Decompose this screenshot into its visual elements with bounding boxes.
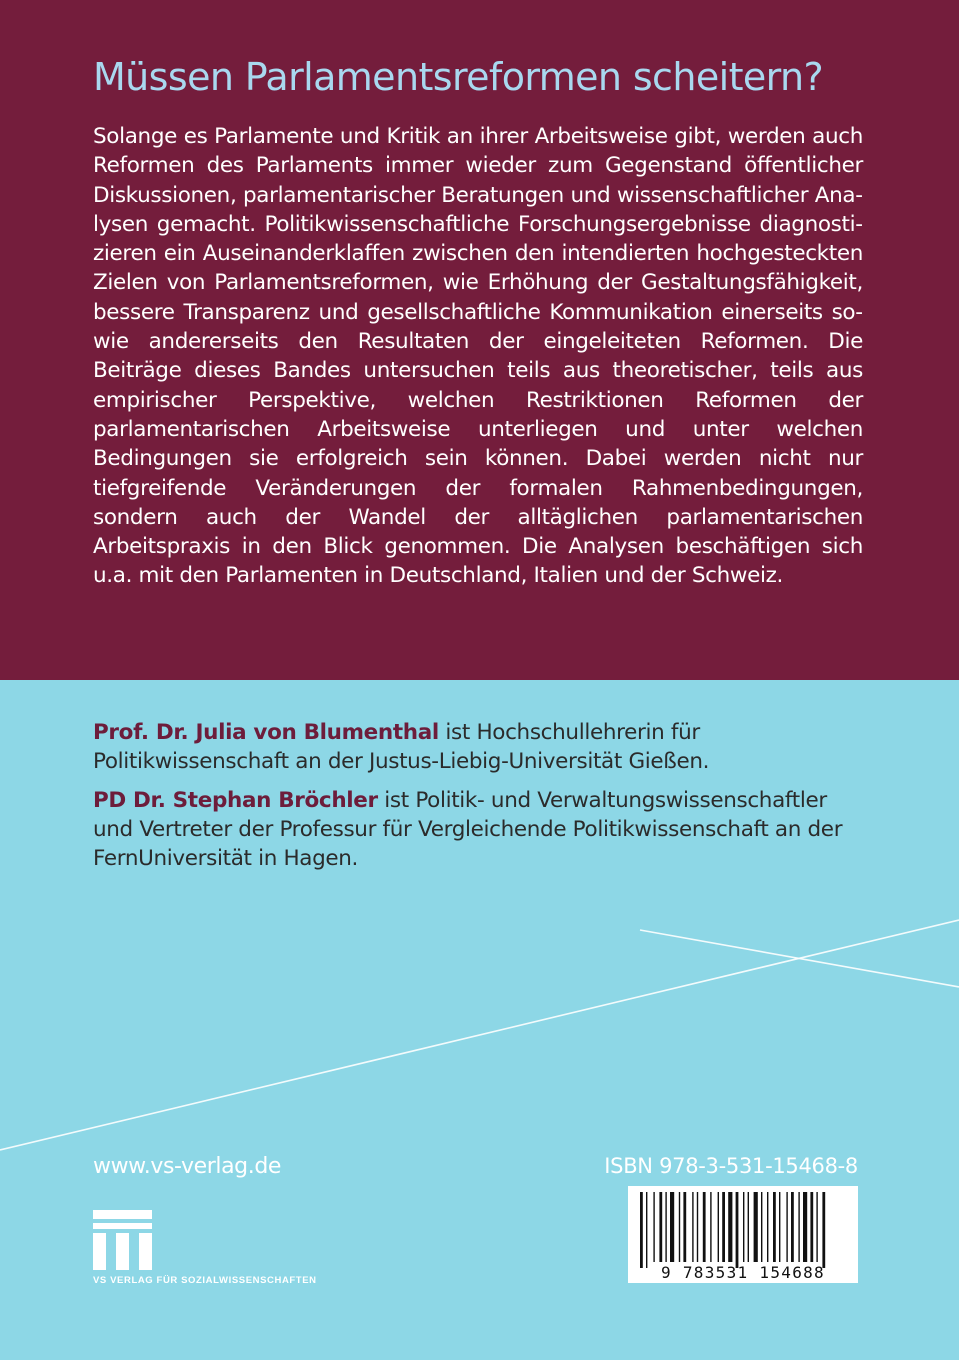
barcode-bar [810,1192,813,1262]
author-description: ist Politik- und Verwaltungswissenschaftler und Vertreter der Professur für Vergleichende Politikwissenschaft an der FernUniversität in Hagen. [93,787,843,872]
barcode-bar [803,1192,807,1262]
barcode-bar [816,1192,817,1262]
author-bio [93,786,863,874]
barcode-bar [754,1192,758,1262]
author-name: PD Dr. Stephan Bröchler [93,787,378,813]
author-description: ist Hochschullehrerin für Politikwissenschaft an der Justus-Liebig-Universität Gießen. [93,720,710,775]
barcode-bar [679,1192,680,1262]
author-bio [93,718,863,777]
barcode-bar [659,1192,662,1262]
barcode-bar [767,1192,768,1262]
barcode-bar [703,1192,706,1262]
barcode-bar [786,1192,787,1262]
author-bios [93,718,863,882]
barcode-bar [665,1192,666,1262]
barcode-bar [743,1192,744,1262]
barcode-bar [683,1192,686,1262]
isbn-label: ISBN 978-3-531-15468-8 [604,1154,858,1178]
barcode-bar [779,1192,780,1262]
barcode-bar [718,1192,719,1262]
barcode-bar [822,1192,825,1268]
barcode-bar [773,1192,776,1262]
barcode-bar [748,1192,749,1262]
barcode-bar [640,1192,643,1268]
barcode-bar [798,1192,799,1262]
book-blurb: Solange es Parlamente und Kritik an ihrer Arbeitsweise gibt, werden auch Reformen des Parlaments immer wieder zum Gegenstand öffentlicher Diskussionen, parlamentarischer Beratungen und wissenschaftlicher Analysen gemacht. Politikwissenschaftliche Forschungsergebnisse diagnostizieren ein Auseinanderklaffen zwischen den intendierten hochgesteckten Zielen von Parlamentsreformen, wie Erhöhung der Gestaltungsfähigkeit, bessere Transparenz und gesellschaftliche Kommunikation einerseits sowie andererseits den Resultaten der eingeleiteten Reformen. Die Beiträge dieses Bandes untersuchen teils aus theoretischer, teils aus empirischer Perspektive, welchen Restriktionen Reformen der parlamentarischen Arbeitsweise unterliegen und unter welchen Bedingungen sie erfolgreich sein können. Dabei werden nicht nur tiefgreifende Veränderungen der formalen Rahmenbedingungen, sondern auch der Wandel der alltäglichen parlamentarischen Arbeitspraxis in den Blick genommen. Die Analysen beschäftigen sich u.a. mit den Parlamenten in Deutschland, Italien und der Schweiz. [93,124,863,589]
barcode-bar [736,1192,739,1268]
author-name: Prof. Dr. Julia von Blumenthal [93,720,439,745]
barcode-bar [697,1192,698,1262]
barcode-bar [710,1192,711,1262]
barcode-bar [653,1192,654,1262]
publisher-logo-icon [93,1210,333,1284]
barcode-bar [692,1192,693,1262]
publisher-logo-text: VS VERLAG FÜR SOZIALWISSENSCHAFTEN [93,1275,317,1286]
barcode-bar [646,1192,647,1268]
barcode-bar [728,1192,732,1262]
barcode-bar [722,1192,725,1262]
barcode-bar [670,1192,674,1262]
barcode-bar [761,1192,762,1262]
barcode-digits: 9 783531 154688 [661,1263,825,1282]
barcode-bar [791,1192,794,1262]
publisher-url[interactable]: www.vs-verlag.de [93,1154,282,1179]
book-title: Müssen Parlamentsreformen scheitern? [93,55,824,99]
barcode [628,1186,858,1283]
